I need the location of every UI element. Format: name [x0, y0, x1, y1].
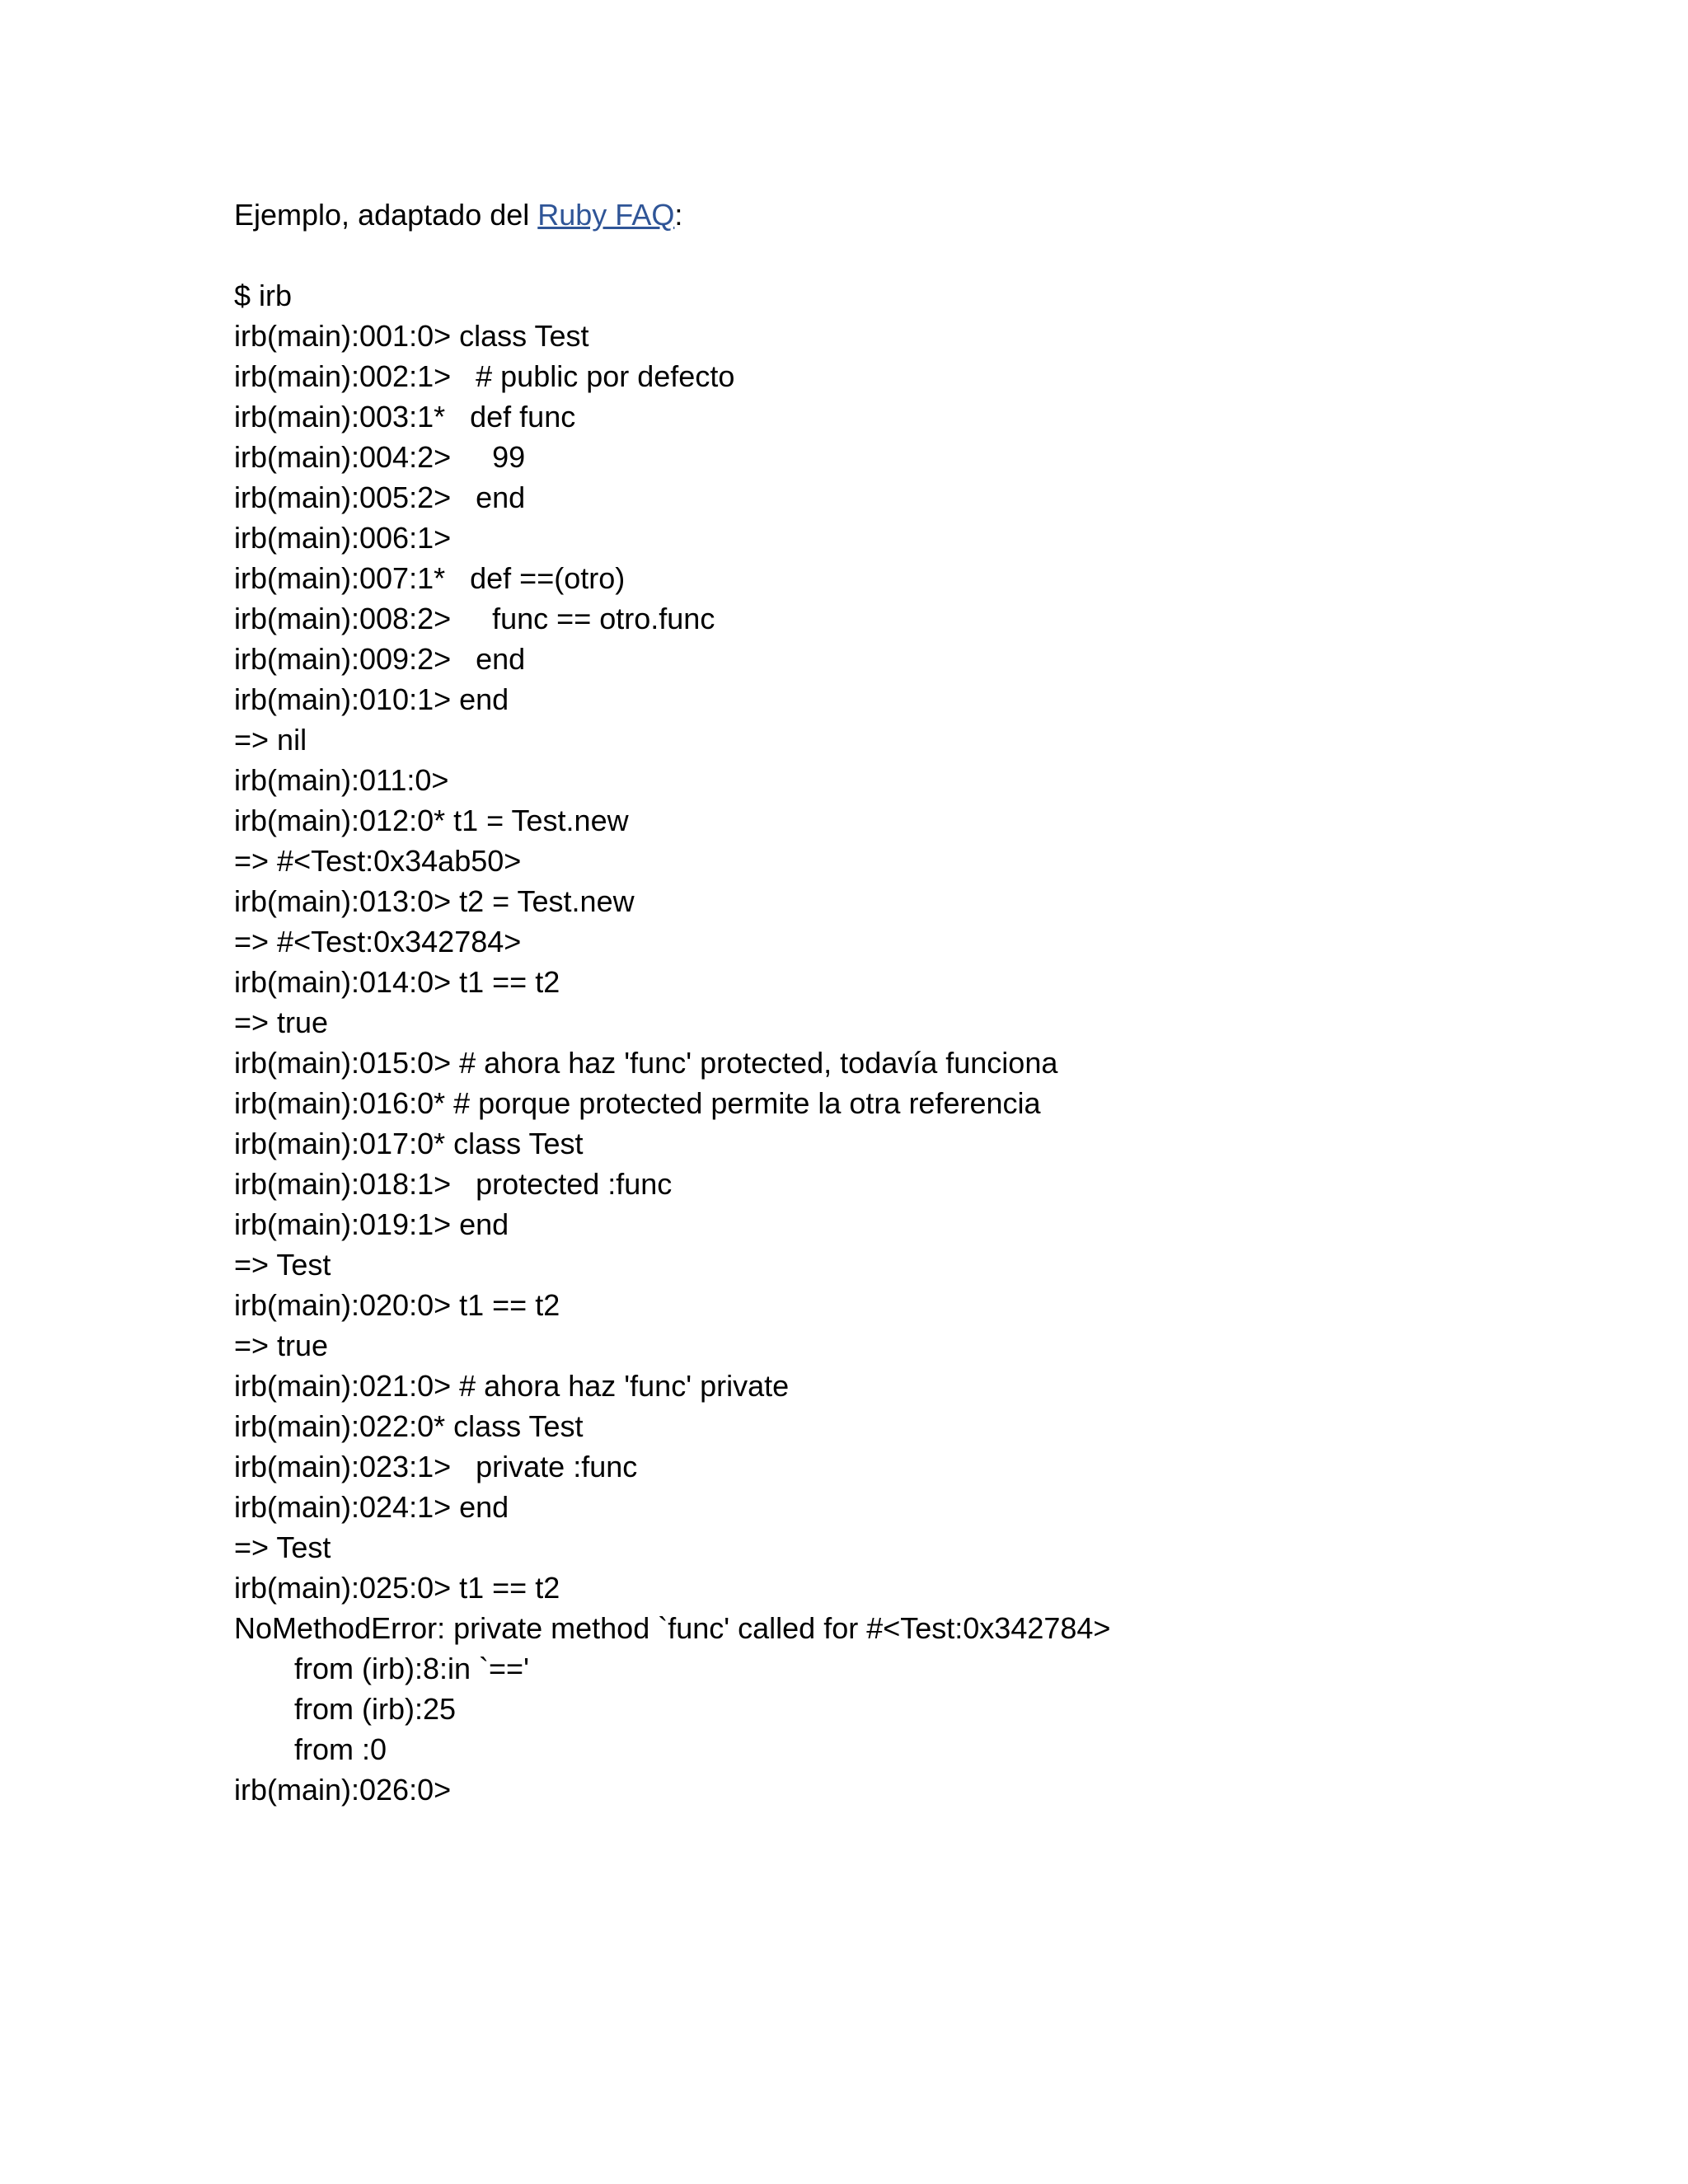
- session-line: irb(main):026:0>: [234, 1773, 452, 1807]
- session-line: irb(main):005:2> end: [234, 480, 526, 514]
- session-line: irb(main):011:0>: [234, 763, 449, 797]
- session-line: => true: [234, 1329, 329, 1362]
- session-line: irb(main):015:0> # ahora haz 'func' protected, todavía funciona: [234, 1046, 1058, 1080]
- session-line: => Test: [234, 1530, 331, 1564]
- session-line: irb(main):024:1> end: [234, 1490, 509, 1524]
- session-line: $ irb: [234, 279, 293, 312]
- session-line: irb(main):002:1> # public por defecto: [234, 359, 735, 393]
- intro-suffix: :: [674, 198, 683, 232]
- session-line: irb(main):013:0> t2 = Test.new: [234, 884, 635, 918]
- session-line: irb(main):009:2> end: [234, 642, 526, 676]
- session-line: irb(main):010:1> end: [234, 682, 509, 716]
- session-line: irb(main):006:1>: [234, 521, 452, 555]
- session-line: irb(main):007:1* def ==(otro): [234, 561, 626, 595]
- session-line: irb(main):016:0* # porque protected permite la otra referencia: [234, 1086, 1041, 1120]
- session-line: => #<Test:0x342784>: [234, 925, 522, 958]
- stack-trace-line: from (irb):25: [294, 1692, 457, 1726]
- session-line: irb(main):008:2> func == otro.func: [234, 602, 715, 635]
- session-line: irb(main):012:0* t1 = Test.new: [234, 804, 629, 837]
- irb-session-transcript: [234, 275, 1635, 1810]
- session-line: irb(main):021:0> # ahora haz 'func' private: [234, 1369, 790, 1403]
- session-line: irb(main):019:1> end: [234, 1207, 509, 1241]
- session-line: irb(main):017:0* class Test: [234, 1127, 584, 1160]
- intro-prefix: Ejemplo, adaptado del: [234, 198, 538, 232]
- session-line: irb(main):022:0* class Test: [234, 1409, 584, 1443]
- session-line: irb(main):004:2> 99: [234, 440, 526, 474]
- session-line: => true: [234, 1005, 329, 1039]
- session-line: irb(main):018:1> protected :func: [234, 1167, 673, 1201]
- ruby-faq-link[interactable]: Ruby FAQ: [537, 198, 675, 232]
- session-line: irb(main):023:1> private :func: [234, 1450, 638, 1483]
- session-line: => Test: [234, 1248, 331, 1282]
- session-line: irb(main):025:0> t1 == t2: [234, 1571, 560, 1605]
- error-line: NoMethodError: private method `func' called for #<Test:0x342784>: [234, 1611, 1111, 1645]
- session-line: irb(main):003:1* def func: [234, 400, 576, 434]
- stack-trace-line: from (irb):8:in `==': [294, 1652, 529, 1685]
- document-page: [234, 194, 1635, 1810]
- session-line: => nil: [234, 723, 307, 757]
- session-line: irb(main):014:0> t1 == t2: [234, 965, 560, 999]
- intro-paragraph: [234, 194, 1635, 235]
- stack-trace-line: from :0: [294, 1732, 387, 1766]
- session-line: => #<Test:0x34ab50>: [234, 844, 522, 878]
- session-line: irb(main):001:0> class Test: [234, 319, 589, 353]
- session-line: irb(main):020:0> t1 == t2: [234, 1288, 560, 1322]
